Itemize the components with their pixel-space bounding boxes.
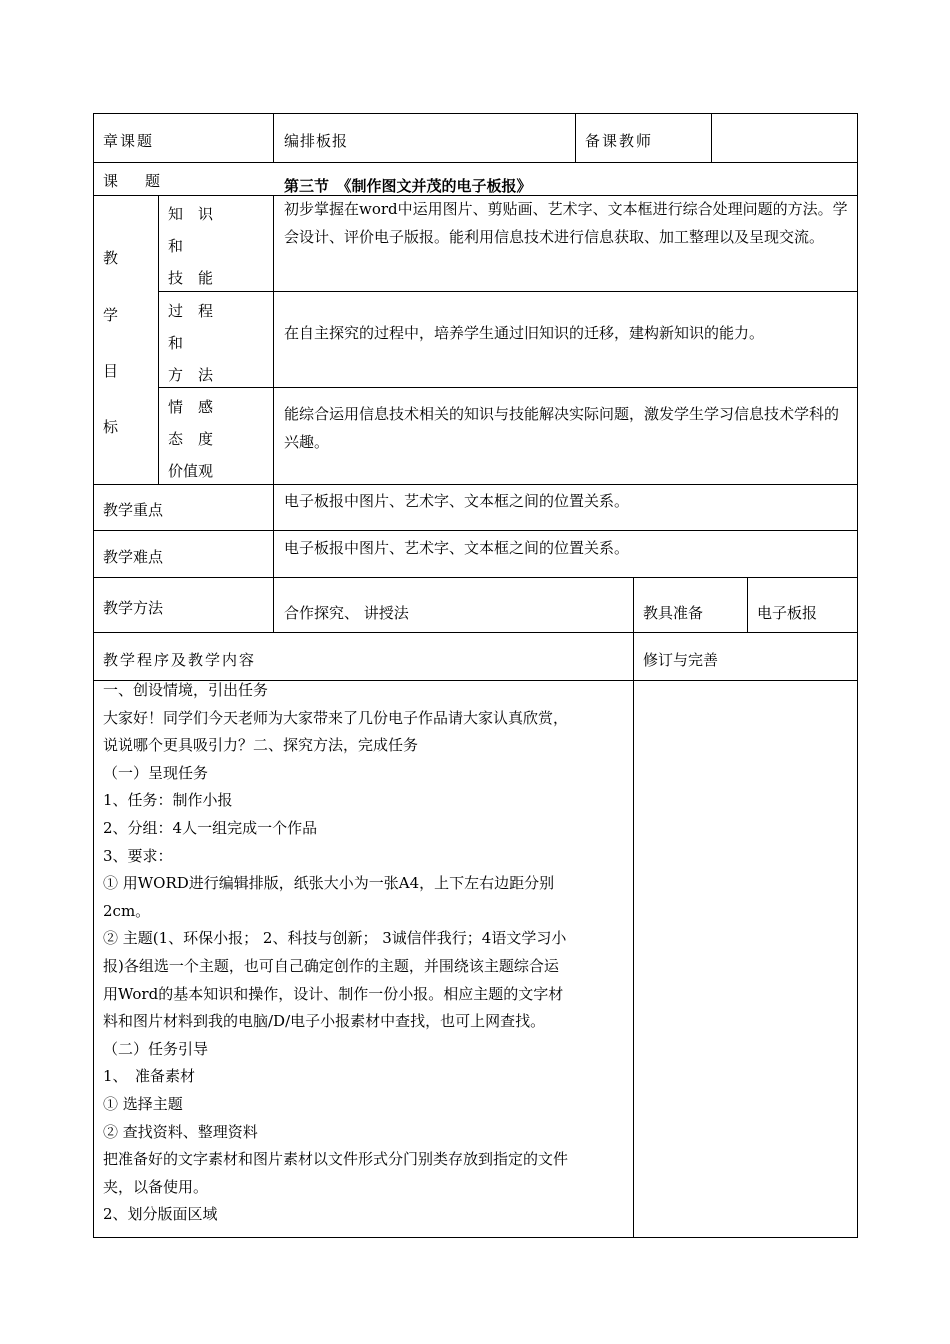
teacher-label: 备课教师 — [585, 132, 654, 150]
emotion-text: 能综合运用信息技术相关的知识与技能解决实际问题，激发学生学习信息技术学科的兴趣。 — [284, 405, 840, 451]
row-divider — [158, 387, 858, 388]
col-divider — [575, 113, 576, 163]
process-label-line: 方 法 — [168, 366, 214, 384]
chapter-value: 编排板报 — [284, 132, 349, 150]
procedure-line: 1、 准备素材 — [103, 1067, 196, 1086]
chapter-label: 章课题 — [103, 132, 155, 150]
procedure-line: 说说哪个更具吸引力？二、探究方法，完成任务 — [103, 736, 419, 755]
emotion-label-line: 态 度 — [168, 430, 214, 448]
procedure-line: 1、任务：制作小报 — [103, 791, 233, 810]
col-divider — [633, 577, 634, 1237]
knowledge-label-line: 知 识 — [168, 205, 214, 223]
col-divider — [711, 113, 712, 163]
procedure-line: 用Word的基本知识和操作，设计、制作一份小报。相应主题的文字材 — [103, 984, 564, 1003]
procedure-line: ① 选择主题 — [103, 1094, 183, 1113]
topic-value: 第三节 《制作图文并茂的电子板报》 — [284, 177, 532, 195]
difficulties-text: 电子板报中图片、艺术字、文本框之间的位置关系。 — [284, 539, 630, 557]
knowledge-label-line: 技 能 — [168, 269, 214, 287]
table-border-bottom — [93, 1237, 858, 1238]
table-border-right — [857, 113, 858, 1238]
topic-label: 课 题 — [103, 172, 167, 190]
procedure-line: 2、分组：4人一组完成一个作品 — [103, 818, 318, 837]
objectives-side-char: 学 — [103, 306, 119, 324]
procedure-content — [103, 677, 631, 1229]
col-divider — [158, 195, 159, 485]
procedure-line: 一、创设情境，引出任务 — [103, 681, 269, 699]
objectives-side-char: 教 — [103, 249, 119, 267]
difficulties-label: 教学难点 — [103, 548, 164, 566]
row-divider — [158, 291, 858, 292]
procedure-line: 报)各组选一个主题，也可自己确定创作的主题，并围绕该主题综合运 — [103, 956, 559, 975]
procedure-line: 料和图片材料到我的电脑/D/电子小报素材中查找，也可上网查找。 — [103, 1012, 546, 1031]
row-divider — [93, 577, 858, 578]
process-label-line: 过 程 — [168, 302, 214, 320]
procedure-label: 教学程序及教学内容 — [103, 651, 257, 669]
col-divider — [273, 113, 274, 163]
row-divider — [93, 530, 858, 531]
objectives-side-char: 标 — [103, 418, 119, 436]
methods-label: 教学方法 — [103, 599, 164, 617]
table-border-left — [93, 113, 94, 1238]
tools-value: 电子板报 — [757, 604, 818, 622]
methods-text: 合作探究、 讲授法 — [284, 604, 409, 622]
procedure-line: （二）任务引导 — [103, 1039, 209, 1058]
process-text: 在自主探究的过程中，培养学生通过旧知识的迁移，建构新知识的能力。 — [284, 324, 765, 342]
key-points-text: 电子板报中图片、艺术字、文本框之间的位置关系。 — [284, 492, 630, 510]
col-divider — [747, 577, 748, 633]
table-border-top — [93, 113, 858, 114]
process-label-line: 和 — [168, 334, 184, 352]
emotion-label-line: 情 感 — [168, 398, 214, 416]
procedure-line: （一）呈现任务 — [103, 763, 209, 782]
row-divider — [93, 484, 858, 485]
col-divider — [273, 195, 274, 578]
procedure-line: 2cm。 — [103, 901, 151, 920]
col-divider — [273, 577, 274, 633]
objectives-side-char: 目 — [103, 362, 119, 380]
knowledge-text: 初步掌握在word中运用图片、剪贴画、艺术字、文本框进行综合处理问题的方法。学会设计、评价电子版报。能利用信息技术进行信息获取、加工整理以及呈现交流。 — [284, 200, 848, 246]
procedure-line: 夹，以备使用。 — [103, 1177, 209, 1196]
row-divider — [93, 632, 858, 633]
procedure-line: 2、划分版面区域 — [103, 1205, 218, 1224]
row-divider — [93, 162, 858, 163]
procedure-line: ② 主题(1、环保小报； 2、科技与创新； 3诚信伴我行；4语文学习小 — [103, 929, 567, 948]
emotion-label-line: 价值观 — [168, 462, 214, 480]
procedure-line: 3、要求： — [103, 846, 173, 865]
knowledge-label-line: 和 — [168, 237, 184, 255]
key-points-label: 教学重点 — [103, 501, 164, 519]
revise-label: 修订与完善 — [643, 651, 719, 669]
procedure-line: 大家好！同学们今天老师为大家带来了几份电子作品请大家认真欣赏， — [103, 708, 569, 727]
procedure-line: ① 用WORD进行编辑排版，纸张大小为一张A4，上下左右边距分别 — [103, 874, 555, 893]
tools-label: 教具准备 — [643, 604, 704, 622]
procedure-line: 把准备好的文字素材和图片素材以文件形式分门别类存放到指定的文件 — [103, 1150, 569, 1169]
procedure-line: ② 查找资料、整理资料 — [103, 1122, 258, 1141]
